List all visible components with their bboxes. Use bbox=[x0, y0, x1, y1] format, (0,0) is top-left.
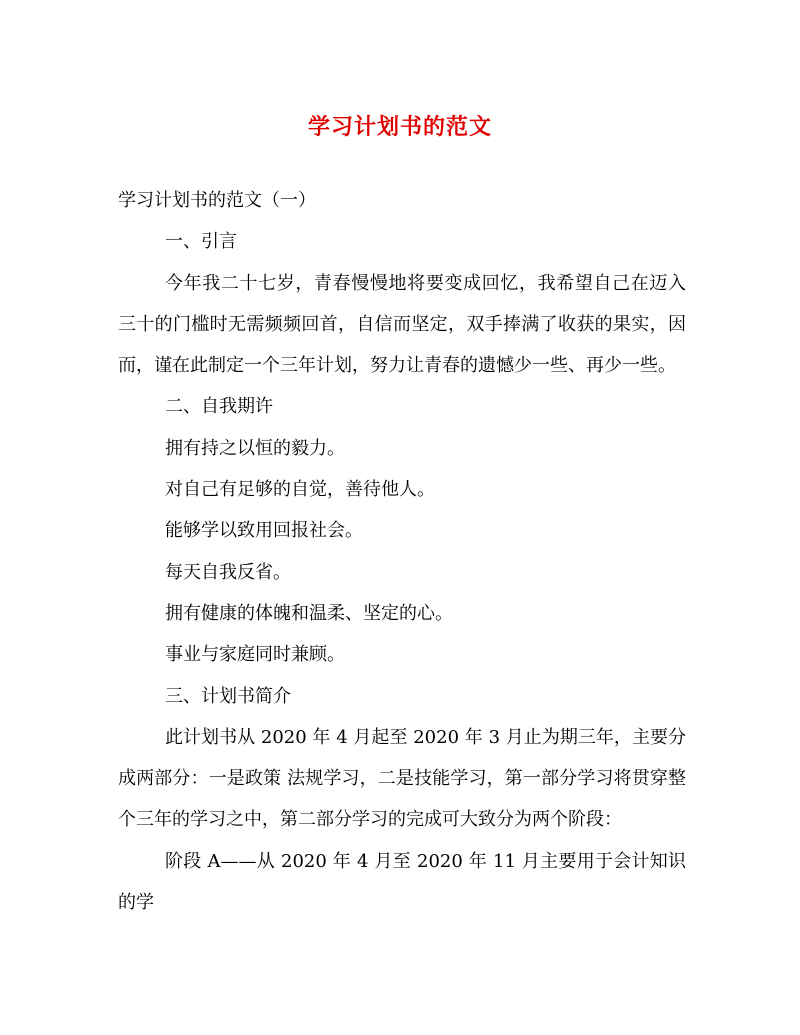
section-heading: 学习计划书的范文（一） bbox=[118, 190, 316, 211]
list-item: 拥有持之以恒的毅力。 bbox=[165, 437, 345, 459]
list-item: 对自己有足够的自觉，善待他人。 bbox=[165, 479, 435, 501]
heading-self-expectation: 二、自我期许 bbox=[165, 396, 273, 418]
list-item: 事业与家庭同时兼顾。 bbox=[165, 644, 345, 666]
paragraph-introduction: 今年我二十七岁，青春慢慢地将要变成回忆，我希望自己在迈入三十的门槛时无需频频回首，自信而坚定，双手捧满了收获的果实，因而，谨在此制定一个三年计划，努力让青春的遗憾少一些、再少一些。 bbox=[118, 272, 686, 377]
heading-introduction: 一、引言 bbox=[165, 231, 237, 253]
heading-plan-overview: 三、计划书简介 bbox=[165, 685, 291, 707]
document-body bbox=[118, 180, 686, 923]
list-item: 拥有健康的体魄和温柔、坚定的心。 bbox=[165, 602, 453, 624]
list-item: 能够学以致用回报社会。 bbox=[165, 520, 363, 542]
paragraph-stage-a: 阶段 A——从 2020 年 4 月至 2020 年 11 月主要用于会计知识的学 bbox=[118, 850, 686, 914]
paragraph-plan-overview: 此计划书从 2020 年 4 月起至 2020 年 3 月止为期三年，主要分成两部分：一是政策 法规学习，二是技能学习，第一部分学习将贯穿整个三年的学习之中，第二部分学习的完成可大致分为两个阶段： bbox=[118, 726, 686, 831]
document-title: 学习计划书的范文 bbox=[307, 114, 492, 140]
list-item: 每天自我反省。 bbox=[165, 561, 291, 583]
